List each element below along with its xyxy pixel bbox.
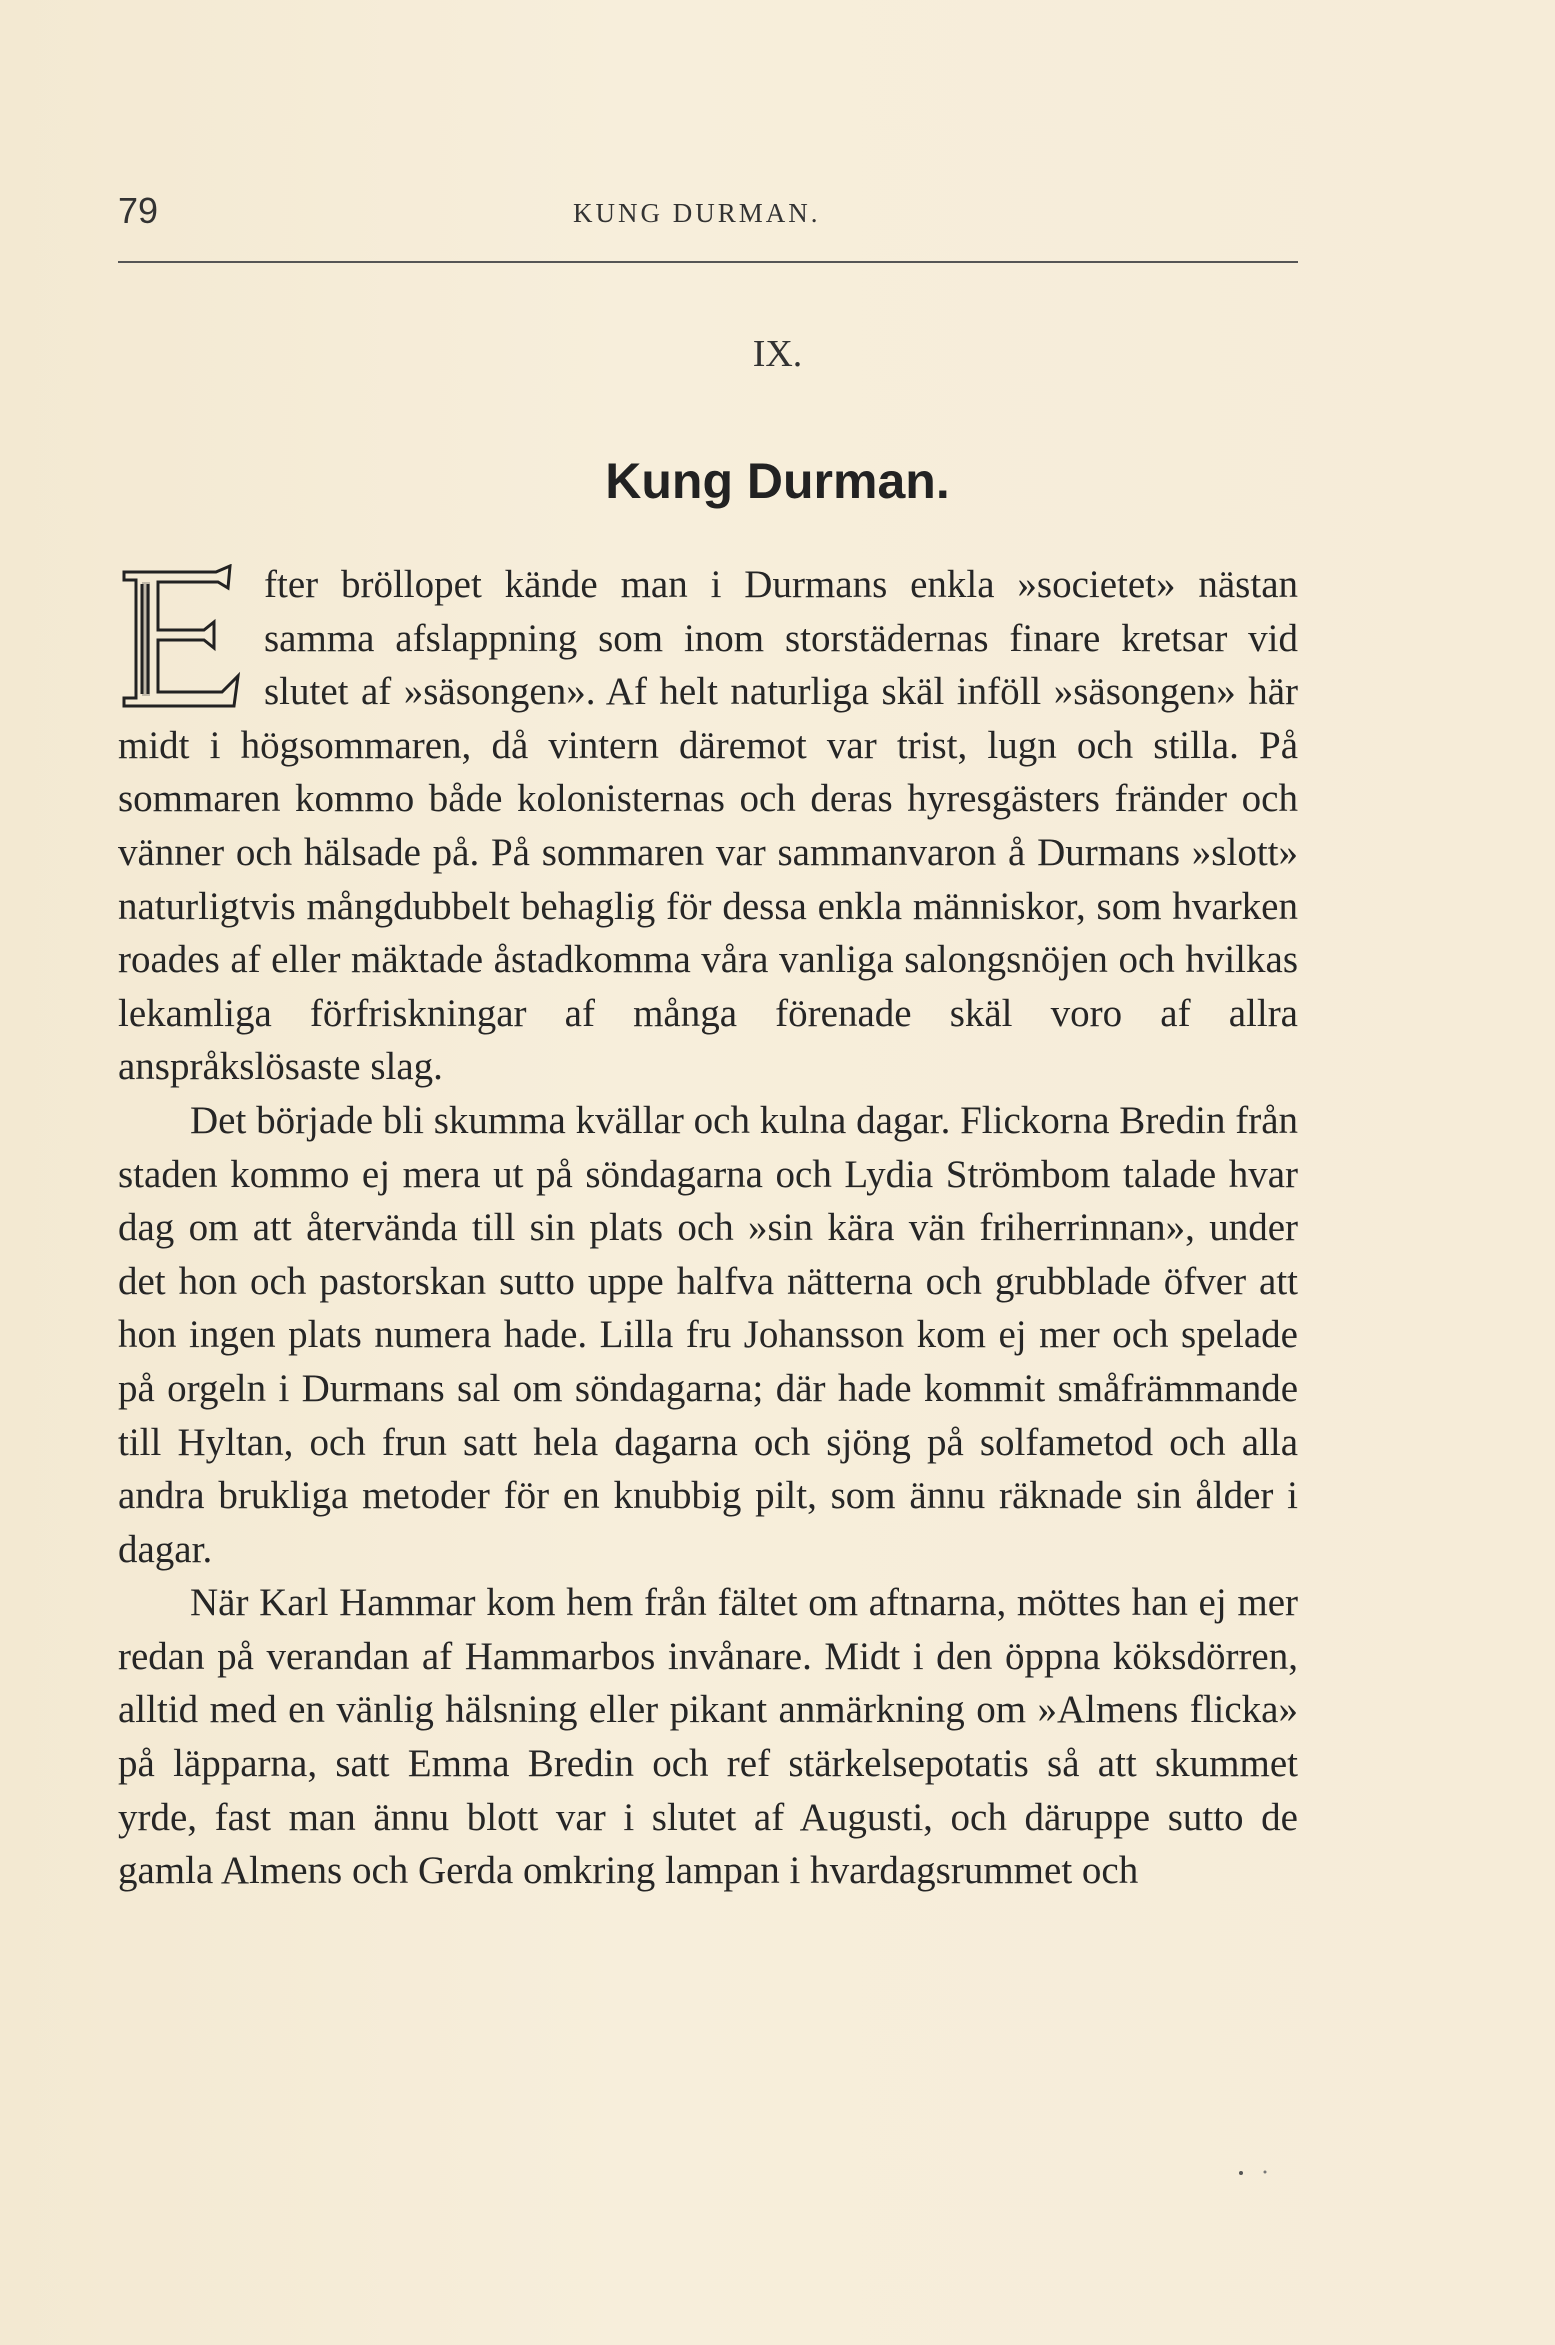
- chapter-title: Kung Durman.: [605, 453, 950, 509]
- chapter-number: IX.: [752, 333, 803, 375]
- header-rule: [118, 261, 1298, 263]
- body-text: [118, 558, 1298, 1898]
- paragraph-2: Det började bli skumma kvällar och kulna dagar. Flickorna Bredin från staden kommo ej mera ut på söndagarna och Lydia Strömbom talade hvar dag om att återvända till sin plats och »sin kära vän friherrinnan», under det hon och pastorskan sutto uppe halfva nätterna och grubblade öfver att hon ingen plats numera hade. Lilla fru Johansson kom ej mer och spelade på orgeln i Durmans sal om söndagarna; där hade kommit småfrämmande till Hyltan, och frun satt hela dagarna och sjöng på solfametod och alla andra brukliga metoder för en knubbig pilt, som ännu räknade sin ålder i dagar.: [118, 1098, 1298, 1571]
- paragraph-3: När Karl Hammar kom hem från fältet om aftnarna, möttes han ej mer redan på verandan af Hammarbos invånare. Midt i den öppna köksdörren, alltid med en vänlig hälsning eller pikant anmärkning om »Almens flicka» på läpparna, satt Emma Bredin och ref stärkelsepotatis så att skummet yrde, fast man ännu blott var i slutet af Augusti, och däruppe sutto de gamla Almens och Gerda omkring lampan i hvardagsrummet och: [118, 1581, 1298, 1893]
- dropcap-e-icon: [118, 564, 246, 712]
- page-number: 79: [118, 190, 159, 231]
- paragraph-1: [118, 558, 1298, 1094]
- paragraph-1-text: fter bröllopet kände man i Durmans enkla »societet» nästan samma afslappning som inom storstädernas finare kretsar vid slutet af »säsongen». Af helt naturliga skäl inföll »säsongen» här midt i högsommaren, då vintern däremot var trist, lugn och stilla. På sommaren kommo både kolonisternas och deras hyresgästers fränder och vänner och hälsade på. På sommaren var sammanvaron å Durmans »slott» naturligtvis mångdubbelt behaglig för dessa enkla människor, som hvarken roades af eller mäktade åstadkomma våra vanliga salongsnöjen och hvilkas lekamliga förfriskningar af många förenade skäl voro af allra anspråkslösaste slag.: [118, 563, 1298, 1089]
- running-head: KUNG DURMAN.: [573, 198, 821, 228]
- page-header: [118, 190, 1298, 250]
- ink-speck-icon: [1235, 2170, 1275, 2176]
